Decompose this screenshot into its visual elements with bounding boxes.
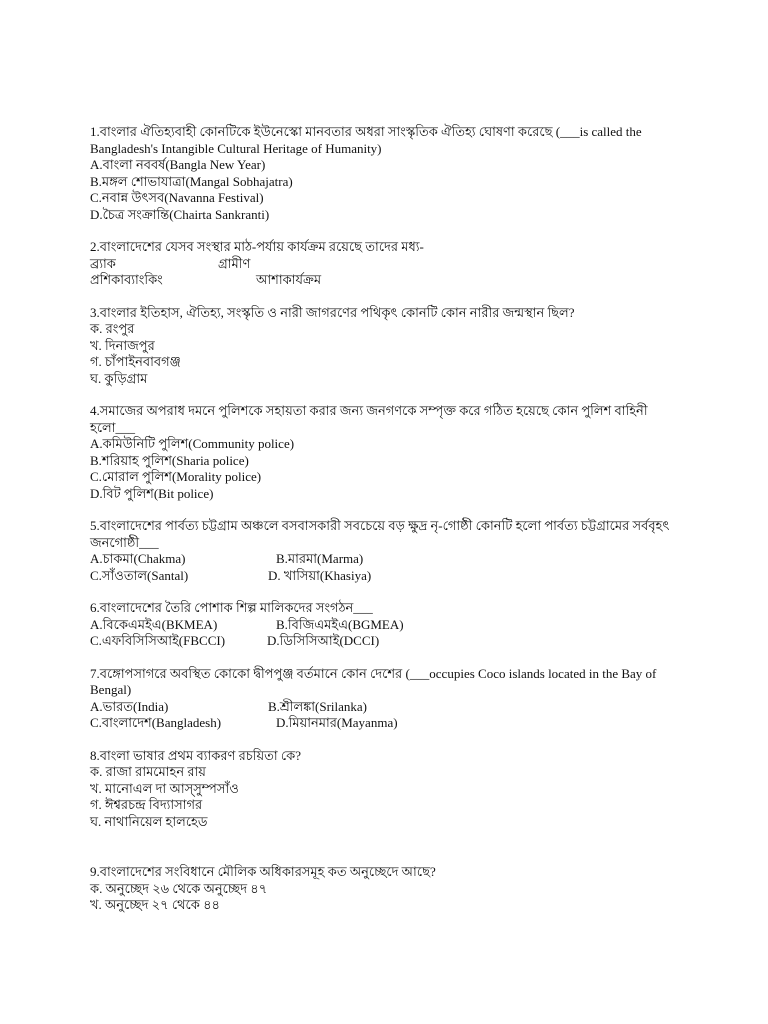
option-a: A.বাংলা নববর্ষ(Bangla New Year)	[90, 157, 266, 172]
option-c: C.নবান্ন উৎসব(Navanna Festival)	[90, 190, 264, 205]
option-row	[90, 699, 690, 716]
question-5	[90, 518, 690, 584]
question-document	[90, 124, 690, 930]
question-8	[90, 748, 690, 831]
option-1: ব্র্যাক	[90, 255, 116, 271]
option-ga: গ. চাঁপাইনবাবগঞ্জ	[90, 354, 181, 369]
question-stem: 2.বাংলাদেশের যেসব সংস্থার মাঠ-পর্যায় কার্যক্রম রয়েছে তাদের মধ্য-	[90, 239, 424, 254]
question-4	[90, 403, 690, 502]
question-9	[90, 864, 690, 914]
question-2	[90, 239, 690, 289]
option-2: গ্রামীণ	[218, 255, 251, 271]
option-a: A.বিকেএমইএ(BKMEA)	[90, 616, 218, 632]
option-c: C.সাঁওতাল(Santal)	[90, 567, 189, 583]
question-1	[90, 124, 690, 223]
option-4: আশাকার্যক্রম	[256, 272, 322, 287]
question-stem: 1.বাংলার ঐতিহ্যবাহী কোনটিকে ইউনেস্কো মানবতার অধরা সাংস্কৃতিক ঐতিহ্য ঘোষণা করেছে (___is called the Bangladesh's Intangible Cultural Heritage of Humanity)	[90, 124, 642, 156]
option-row	[90, 551, 690, 568]
option-c: C.মোরাল পুলিশ(Morality police)	[90, 469, 262, 484]
option-b: B.মঙ্গল শোভাযাত্রা(Mangal Sobhajatra)	[90, 173, 293, 189]
question-7	[90, 666, 690, 732]
option-kha: খ. মানোএল দা আস্সুম্পসাঁও	[90, 780, 239, 796]
question-stem: 9.বাংলাদেশের সংবিধানে মৌলিক অধিকারসমূহ কত অনুচ্ছেদে আছে?	[90, 864, 436, 879]
question-stem: 6.বাংলাদেশের তৈরি পোশাক শিল্প মালিকদের সংগঠন___	[90, 600, 373, 615]
option-b: B.বিজিএমইএ(BGMEA)	[276, 616, 404, 632]
question-stem: 8.বাংলা ভাষার প্রথম ব্যাকরণ রচয়িতা কে?	[90, 747, 302, 763]
question-stem: 4.সমাজের অপরাধ দমনে পুলিশকে সহায়তা করার জন্য জনগণকে সম্পৃক্ত করে গঠিত হয়েছে কোন পুলিশ বাহিনী হলো___	[90, 403, 648, 435]
option-row	[90, 617, 690, 634]
option-ka: ক. রাজা রামমোহন রায়	[90, 764, 206, 779]
option-a: A.কমিউনিটি পুলিশ(Community police)	[90, 436, 295, 451]
option-ka: ক. রংপুর	[90, 321, 135, 336]
option-gha: ঘ. নাথানিয়েল হালহেড	[90, 813, 208, 829]
option-b: B.শরিয়াহ পুলিশ(Sharia police)	[90, 452, 249, 468]
option-d: D. খাসিয়া(Khasiya)	[268, 567, 372, 583]
option-kha: খ. দিনাজপুর	[90, 337, 155, 353]
option-row	[90, 633, 690, 650]
option-b: B.শ্রীলঙ্কা(Srilanka)	[268, 698, 368, 714]
option-row	[90, 715, 690, 732]
question-stem: 3.বাংলার ইতিহাস, ঐতিহ্য, সংস্কৃতি ও নারী জাগরণের পথিকৃৎ কোনটি কোন নারীর জন্মস্থান ছিল?	[90, 304, 575, 320]
option-c: C.এফবিসিসিআই(FBCCI)	[90, 633, 226, 648]
option-gha: ঘ. কুড়িগ্রাম	[90, 370, 148, 386]
question-3	[90, 305, 690, 388]
option-ka: ক. অনুচ্ছেদ ২৬ থেকে অনুচ্ছেদ ৪৭	[90, 880, 268, 896]
option-kha: খ. অনুচ্ছেদ ২৭ থেকে ৪৪	[90, 897, 220, 912]
option-row	[90, 256, 690, 273]
question-stem: 7.বঙ্গোপসাগরে অবস্থিত কোকো দ্বীপপুঞ্জ বর্তমানে কোন দেশের (___occupies Coco islands located in the Bay of Bengal)	[90, 665, 657, 697]
option-ga: গ. ঈশ্বরচন্দ্র বিদ্যাসাগর	[90, 797, 203, 812]
option-a: A.চাকমা(Chakma)	[90, 551, 186, 566]
option-3: প্রশিকাব্যাংকিং	[90, 272, 163, 287]
question-stem: 5.বাংলাদেশের পার্বত্য চট্টগ্রাম অঞ্চলে বসবাসকারী সবচেয়ে বড় ক্ষুদ্র নৃ-গোষ্ঠী কোনটি হলো পার্বত্য চট্টগ্রামের সর্ববৃহৎ জনগোষ্ঠী___	[90, 518, 670, 550]
question-6	[90, 600, 690, 650]
option-c: C.বাংলাদেশ(Bangladesh)	[90, 715, 222, 730]
option-d: D.বিট পুলিশ(Bit police)	[90, 485, 214, 501]
option-row	[90, 272, 690, 289]
option-d: D.চৈত্র সংক্রান্তি(Chairta Sankranti)	[90, 206, 270, 222]
option-d: D.ডিসিসিআই(DCCI)	[267, 633, 380, 648]
option-d: D.মিয়ানমার(Mayanma)	[276, 715, 398, 730]
option-a: A.ভারত(India)	[90, 698, 169, 714]
option-row	[90, 568, 690, 585]
option-b: B.মারমা(Marma)	[276, 551, 364, 566]
